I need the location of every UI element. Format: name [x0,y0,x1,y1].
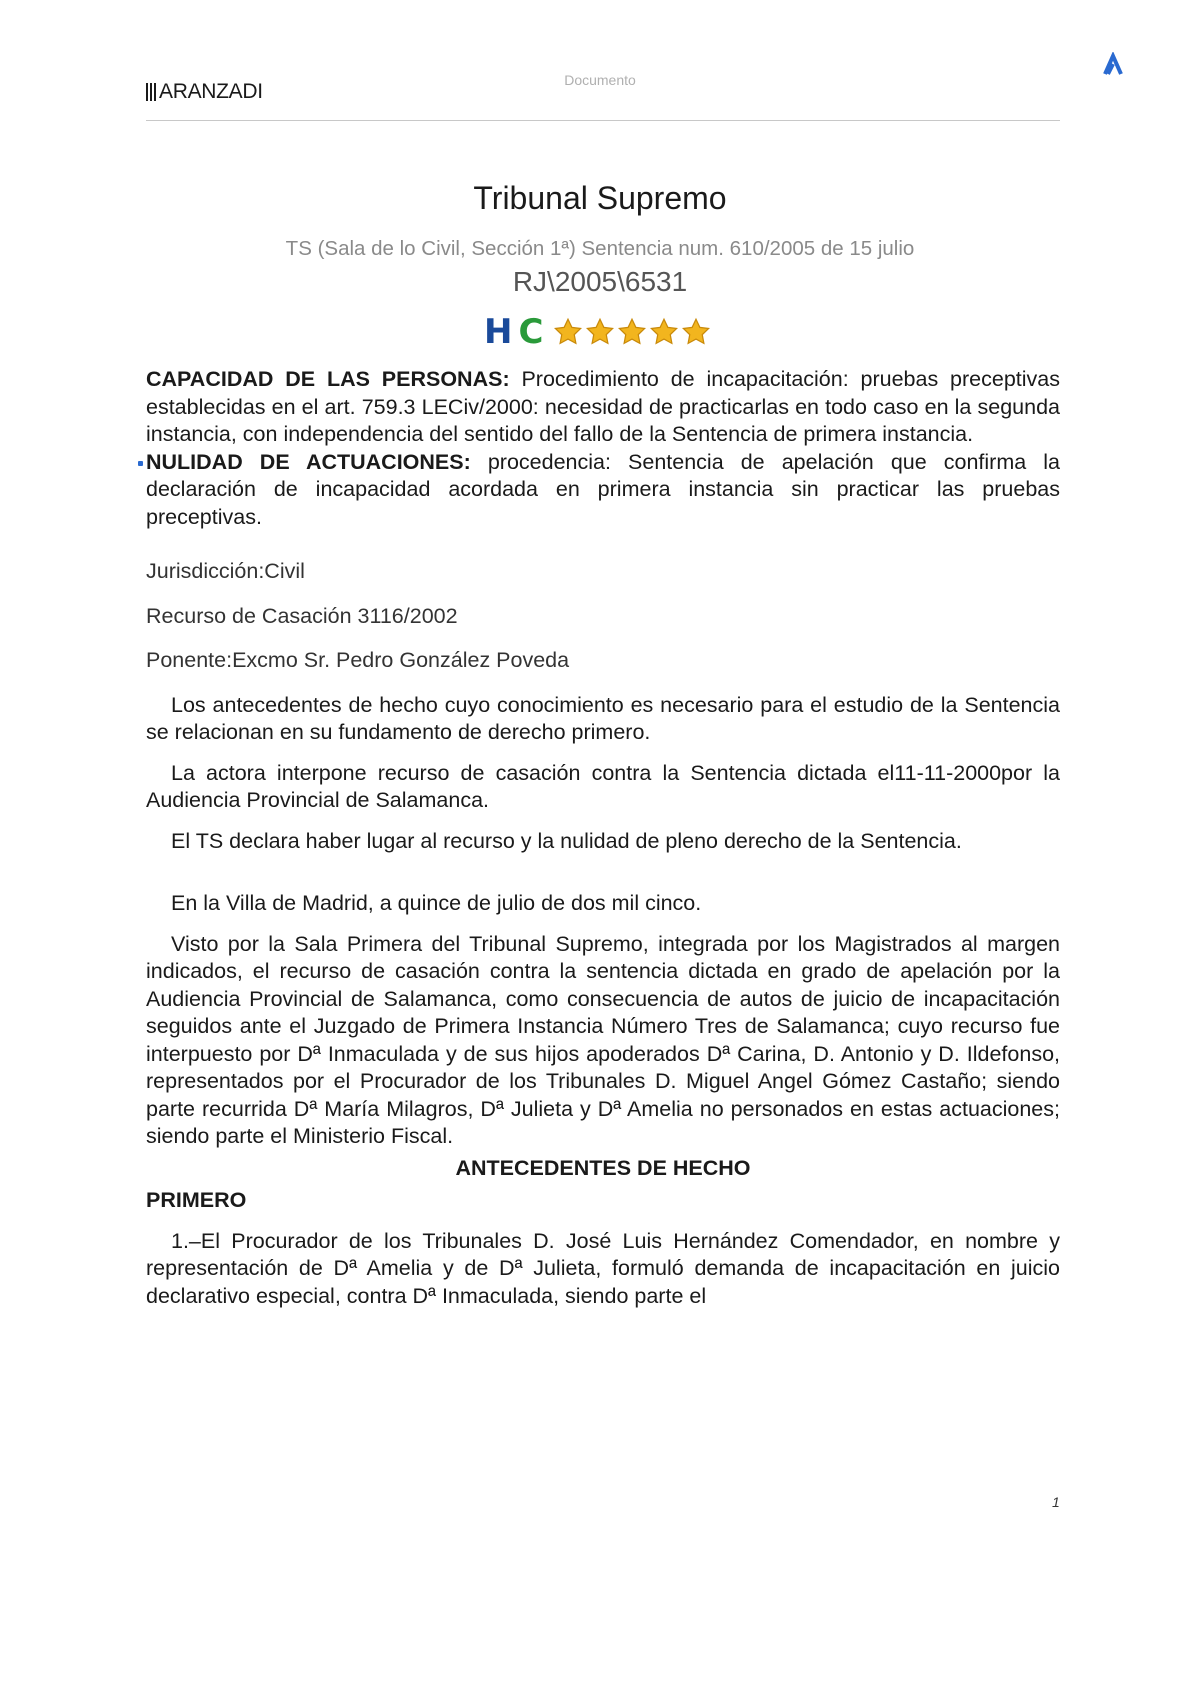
body-paragraph: Visto por la Sala Primera del Tribunal Supremo, integrada por los Magistrados al margen indicados, el recurso de casación contra la sentencia dictada en grado de apelación por la Audiencia Provincial de Salamanca, como consecuencia de autos de juicio de incapacitación seguidos ante el Juzgado de Primera Instancia Número Tres de Salamanca; cuyo recurso fue interpuesto por Dª Inmaculada y de sus hijos apoderados Dª Carina, D. Antonio y D. Ildefonso, representados por el Procurador de los Tribunales D. Miguel Angel Gómez Castaño; siendo parte recurrida Dª María Milagros, Dª Julieta y Dª Amelia no personados en estas actuaciones; siendo parte el Ministerio Fiscal. [146,931,1060,1148]
summary-paragraph [146,366,1060,449]
star-icon [617,317,647,347]
body-paragraph: Los antecedentes de hecho cuyo conocimiento es necesario para el estudio de la Sentencia se relacionan en su fundamento de derecho primero. [146,692,1060,744]
star-icon [553,317,583,347]
summary-paragraph [146,449,1060,532]
body-paragraph: En la Villa de Madrid, a quince de julio de dos mil cinco. [171,891,702,915]
body-paragraph: 1.–El Procurador de los Tribunales D. José Luis Hernández Comendador, en nombre y representación de Dª Amelia y de Dª Julieta, formuló demanda de incapacitación en juicio declarativo especial, contra Dª Inmaculada, siendo parte el [146,1228,1060,1308]
appeal-number: Recurso de Casación 3116/2002 [146,603,458,628]
summary-text: Procedimiento de incapacitación: pruebas preceptivas establecidas en el art. 759.3 LECiv/2000: necesidad de practicarlas en todo caso en la segunda instancia, con independencia del sentido del fallo de la Sentencia de primera instancia. [146,367,1060,446]
jurisdiction-line [146,558,1060,586]
h-badge: H [484,312,513,352]
bullet-marker-icon [138,461,143,466]
subsection-heading: PRIMERO [146,1188,247,1212]
page-number: 1 [1052,1494,1060,1510]
body-paragraph: La actora interpone recurso de casación contra la Sentencia dictada el11-11-2000por la Audiencia Provincial de Salamanca. [146,760,1060,812]
star-icon [649,317,679,347]
logo-wordmark: ARANZADI [159,80,263,103]
summary-topic: NULIDAD DE ACTUACIONES: [146,449,471,474]
c-badge: C [518,312,544,352]
case-metadata [146,558,1060,675]
relevance-badges [484,314,711,350]
body-paragraph: El TS declara haber lugar al recurso y la nulidad de pleno derecho de la Sentencia. [171,828,962,853]
document-body [146,366,1060,1310]
jurisdiction-label: Jurisdicción: [146,559,265,583]
summary-block [146,366,1060,531]
jurisdiction-value: Civil [264,559,305,583]
rapporteur: Ponente:Excmo Sr. Pedro González Poveda [146,648,570,672]
star-icon [681,317,711,347]
header-divider [146,120,1060,121]
section-heading: ANTECEDENTES DE HECHO [455,1155,751,1180]
star-icon [585,317,615,347]
sentence-subtitle: TS (Sala de lo Civil, Sección 1ª) Sentencia num. 610/2005 de 15 julio [285,237,915,260]
summary-topic: CAPACIDAD DE LAS PERSONAS: [146,367,510,391]
case-reference: RJ\2005\6531 [512,266,688,297]
aranzadi-mark-icon [1100,52,1126,78]
court-title: Tribunal Supremo [473,180,727,216]
rating-stars [553,317,711,347]
summary-text: procedencia: Sentencia de apelación que confirma la declaración de incapacidad acordada en primera instancia sin practicar las pruebas preceptivas. [146,449,1060,529]
document-label: Documento [564,72,636,88]
